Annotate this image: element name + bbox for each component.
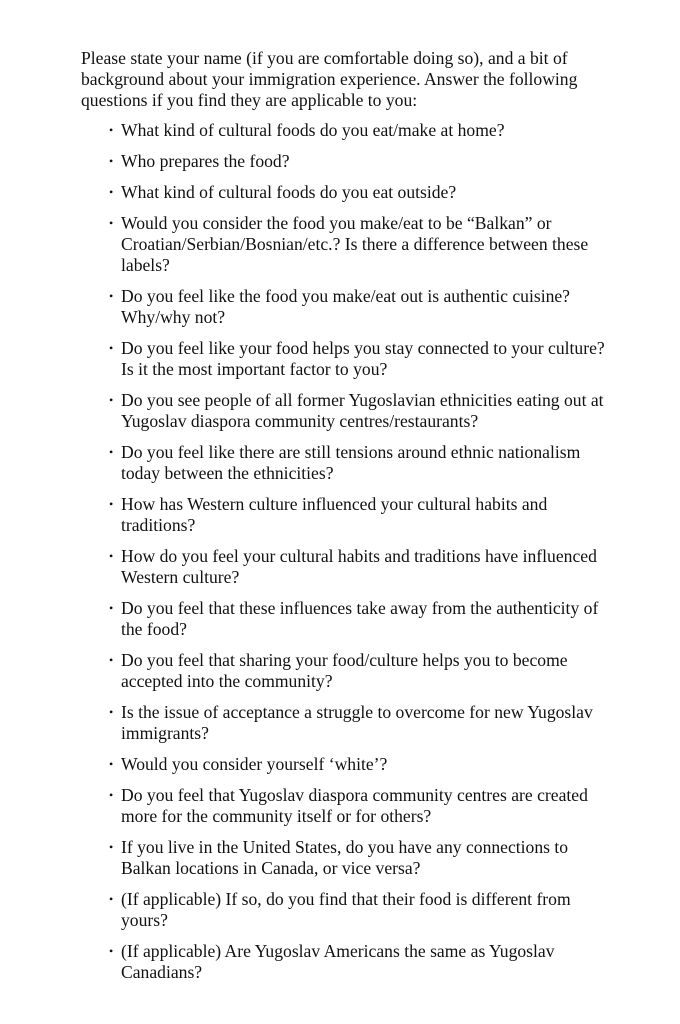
question-item [81, 650, 621, 692]
question-text: Do you feel that Yugoslav diaspora community centres are created more for the community itself or for others? [121, 785, 588, 826]
bullet-icon: • [109, 123, 114, 137]
bullet-icon: • [109, 757, 114, 771]
bullet-icon: • [109, 497, 114, 511]
question-text: Do you feel that sharing your food/culture helps you to become accepted into the community? [121, 650, 568, 691]
bullet-icon: • [109, 445, 114, 459]
question-item [81, 286, 621, 328]
question-item [81, 151, 621, 172]
bullet-icon: • [109, 840, 114, 854]
bullet-icon: • [109, 601, 114, 615]
question-text: (If applicable) If so, do you find that their food is different from yours? [121, 889, 571, 930]
question-item [81, 754, 621, 775]
question-item [81, 338, 621, 380]
question-item [81, 837, 621, 879]
question-item [81, 546, 621, 588]
question-text: Do you feel that these influences take away from the authenticity of the food? [121, 598, 599, 639]
bullet-icon: • [109, 393, 114, 407]
bullet-icon: • [109, 788, 114, 802]
question-text: Do you feel like your food helps you stay connected to your culture? Is it the most important factor to you? [121, 338, 605, 379]
question-text: Would you consider yourself ‘white’? [121, 754, 388, 774]
question-item [81, 941, 621, 983]
question-text: Is the issue of acceptance a struggle to overcome for new Yugoslav immigrants? [121, 702, 593, 743]
question-text: (If applicable) Are Yugoslav Americans the same as Yugoslav Canadians? [121, 941, 555, 982]
question-item [81, 213, 621, 276]
question-list [81, 120, 620, 983]
bullet-icon: • [109, 341, 114, 355]
bullet-icon: • [109, 892, 114, 906]
question-item [81, 182, 621, 203]
bullet-icon: • [109, 705, 114, 719]
question-item [81, 390, 621, 432]
question-text: Do you see people of all former Yugoslavian ethnicities eating out at Yugoslav diaspora community centres/restaurants? [121, 390, 604, 431]
intro-paragraph: Please state your name (if you are comfortable doing so), and a bit of background about your immigration experience. Answer the following questions if you find they are applicable to you: [81, 48, 578, 110]
question-item [81, 702, 621, 744]
question-text: Do you feel like the food you make/eat out is authentic cuisine? Why/why not? [121, 286, 570, 327]
bullet-icon: • [109, 944, 114, 958]
question-item [81, 889, 621, 931]
question-text: Who prepares the food? [121, 151, 290, 171]
question-item [81, 120, 621, 141]
question-text: How do you feel your cultural habits and traditions have influenced Western culture? [121, 546, 597, 587]
question-item [81, 494, 621, 536]
question-text: Would you consider the food you make/eat to be “Balkan” or Croatian/Serbian/Bosnian/etc.? Is there a difference between these labels? [121, 213, 589, 275]
bullet-icon: • [109, 154, 114, 168]
bullet-icon: • [109, 216, 114, 230]
question-item [81, 785, 621, 827]
bullet-icon: • [109, 549, 114, 563]
bullet-icon: • [109, 185, 114, 199]
bullet-icon: • [109, 653, 114, 667]
question-text: Do you feel like there are still tensions around ethnic nationalism today between the ethnicities? [121, 442, 581, 483]
question-text: If you live in the United States, do you have any connections to Balkan locations in Canada, or vice versa? [121, 837, 569, 878]
question-text: What kind of cultural foods do you eat outside? [121, 182, 457, 202]
question-text: What kind of cultural foods do you eat/make at home? [121, 120, 505, 140]
bullet-icon: • [109, 289, 114, 303]
question-item [81, 598, 621, 640]
question-text: How has Western culture influenced your cultural habits and traditions? [121, 494, 548, 535]
question-item [81, 442, 621, 484]
